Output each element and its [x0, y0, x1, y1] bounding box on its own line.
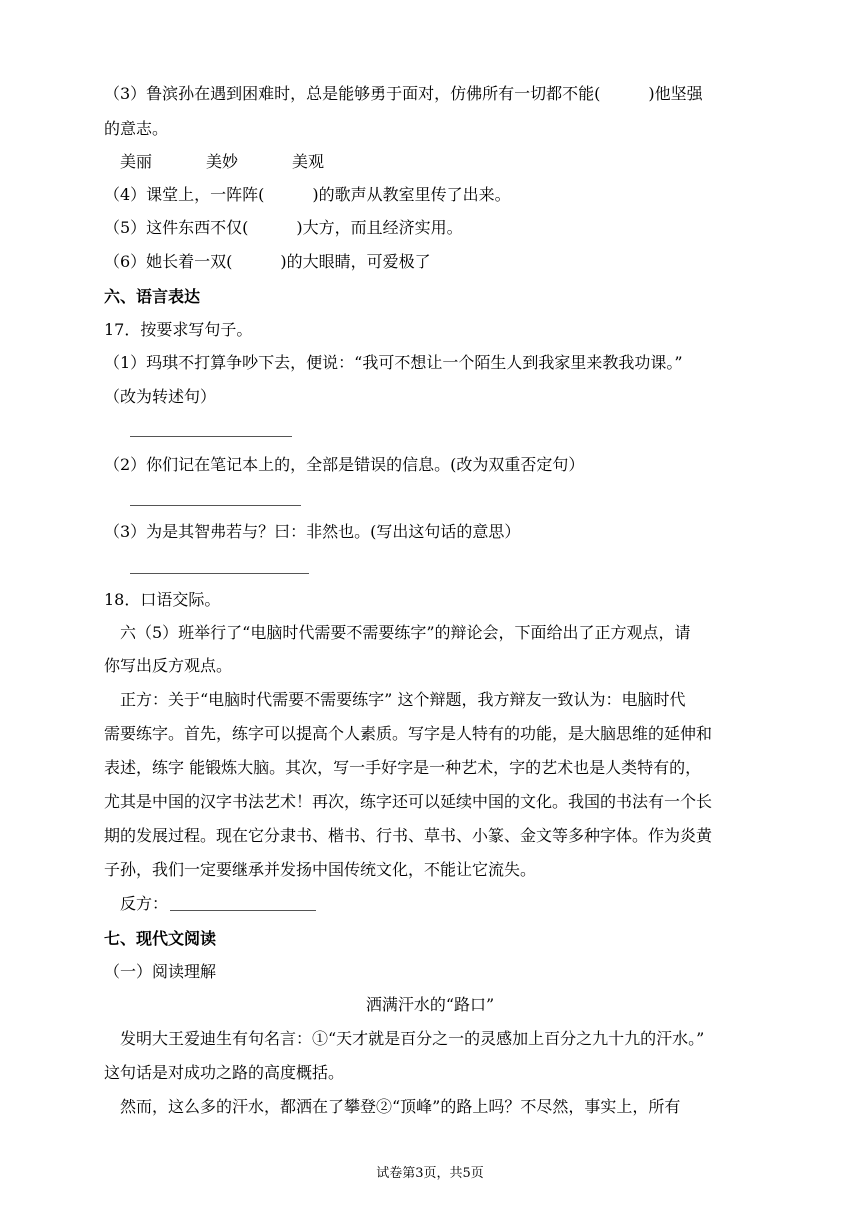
- q17-item1-line1: （1）玛琪不打算争吵下去，便说：“我可不想让一个陌生人到我家里来教我功课。”: [104, 353, 683, 372]
- q18-prompt: 18．口语交际。: [104, 590, 221, 609]
- q18-con-label: 反方：: [120, 894, 169, 913]
- q16-item3-line1: （3）鲁滨孙在遇到困难时，总是能够勇于面对，仿佛所有一切都不能( )他坚强: [104, 84, 703, 103]
- section7-heading: 七、现代文阅读: [104, 929, 217, 948]
- q18-intro-line2: 你写出反方观点。: [104, 656, 233, 675]
- q18-con-row: [120, 894, 316, 914]
- section7-subheading: （一）阅读理解: [104, 962, 217, 981]
- q17-item1-answer-line[interactable]: [130, 436, 292, 437]
- q18-pro-line: 需要练字。首先，练字可以提高个人素质。写字是人特有的功能，是大脑思维的延伸和: [104, 724, 713, 743]
- q18-pro-line: 期的发展过程。现在它分隶书、楷书、行书、草书、小篆、金文等多种字体。作为炎黄: [104, 826, 713, 845]
- q17-item2-answer-line[interactable]: [130, 505, 301, 506]
- article-para1-line1: 发明大王爱迪生有句名言：①“天才就是百分之一的灵感加上百分之九十九的汗水。”: [120, 1029, 705, 1048]
- q16-option-1: 美丽: [120, 152, 153, 171]
- q17-item1-line2: （改为转述句）: [104, 387, 217, 406]
- q18-pro-line: 子孙，我们一定要继承并发扬中国传统文化，不能让它流失。: [104, 860, 537, 879]
- q18-intro-line1: 六（5）班举行了“电脑时代需要不需要练字”的辩论会，下面给出了正方观点，请: [120, 623, 691, 642]
- q18-pro-line: 正方：关于“电脑时代需要不需要练字” 这个辩题，我方辩友一致认为：电脑时代: [120, 690, 686, 709]
- article-para1-line2: 这句话是对成功之路的高度概括。: [104, 1063, 345, 1082]
- q17-item2: （2）你们记在笔记本上的，全部是错误的信息。(改为双重否定句）: [104, 455, 585, 474]
- q16-option-2: 美妙: [206, 152, 239, 171]
- article-para2-line1: 然而，这么多的汗水，都洒在了攀登②“顶峰”的路上吗？不尽然，事实上，所有: [120, 1097, 681, 1116]
- q16-option-3: 美观: [292, 152, 325, 171]
- q16-item5: （5）这件东西不仅( )大方，而且经济实用。: [104, 218, 463, 237]
- page-footer: 试卷第3页，共5页: [376, 1166, 484, 1181]
- article-title: 洒满汗水的“路口”: [365, 995, 495, 1014]
- q18-pro-line: 表述，练字 能锻炼大脑。其次，写一手好字是一种艺术，字的艺术也是人类特有的，: [104, 758, 702, 777]
- q17-item3-answer-line[interactable]: [130, 573, 309, 574]
- q16-item3-line2: 的意志。: [104, 119, 169, 138]
- section6-heading: 六、语言表达: [104, 287, 201, 306]
- q18-con-answer-line[interactable]: [170, 910, 316, 911]
- q18-pro-line: 尤其是中国的汉字书法艺术！再次，练字还可以延续中国的文化。我国的书法有一个长: [104, 792, 713, 811]
- q17-item3: （3）为是其智弗若与？曰：非然也。(写出这句话的意思）: [104, 522, 521, 541]
- q16-item6: （6）她长着一双( )的大眼睛，可爱极了: [104, 252, 431, 271]
- q17-prompt: 17．按要求写句子。: [104, 320, 253, 339]
- q16-item4: （4）课堂上，一阵阵( )的歌声从教室里传了出来。: [104, 185, 511, 204]
